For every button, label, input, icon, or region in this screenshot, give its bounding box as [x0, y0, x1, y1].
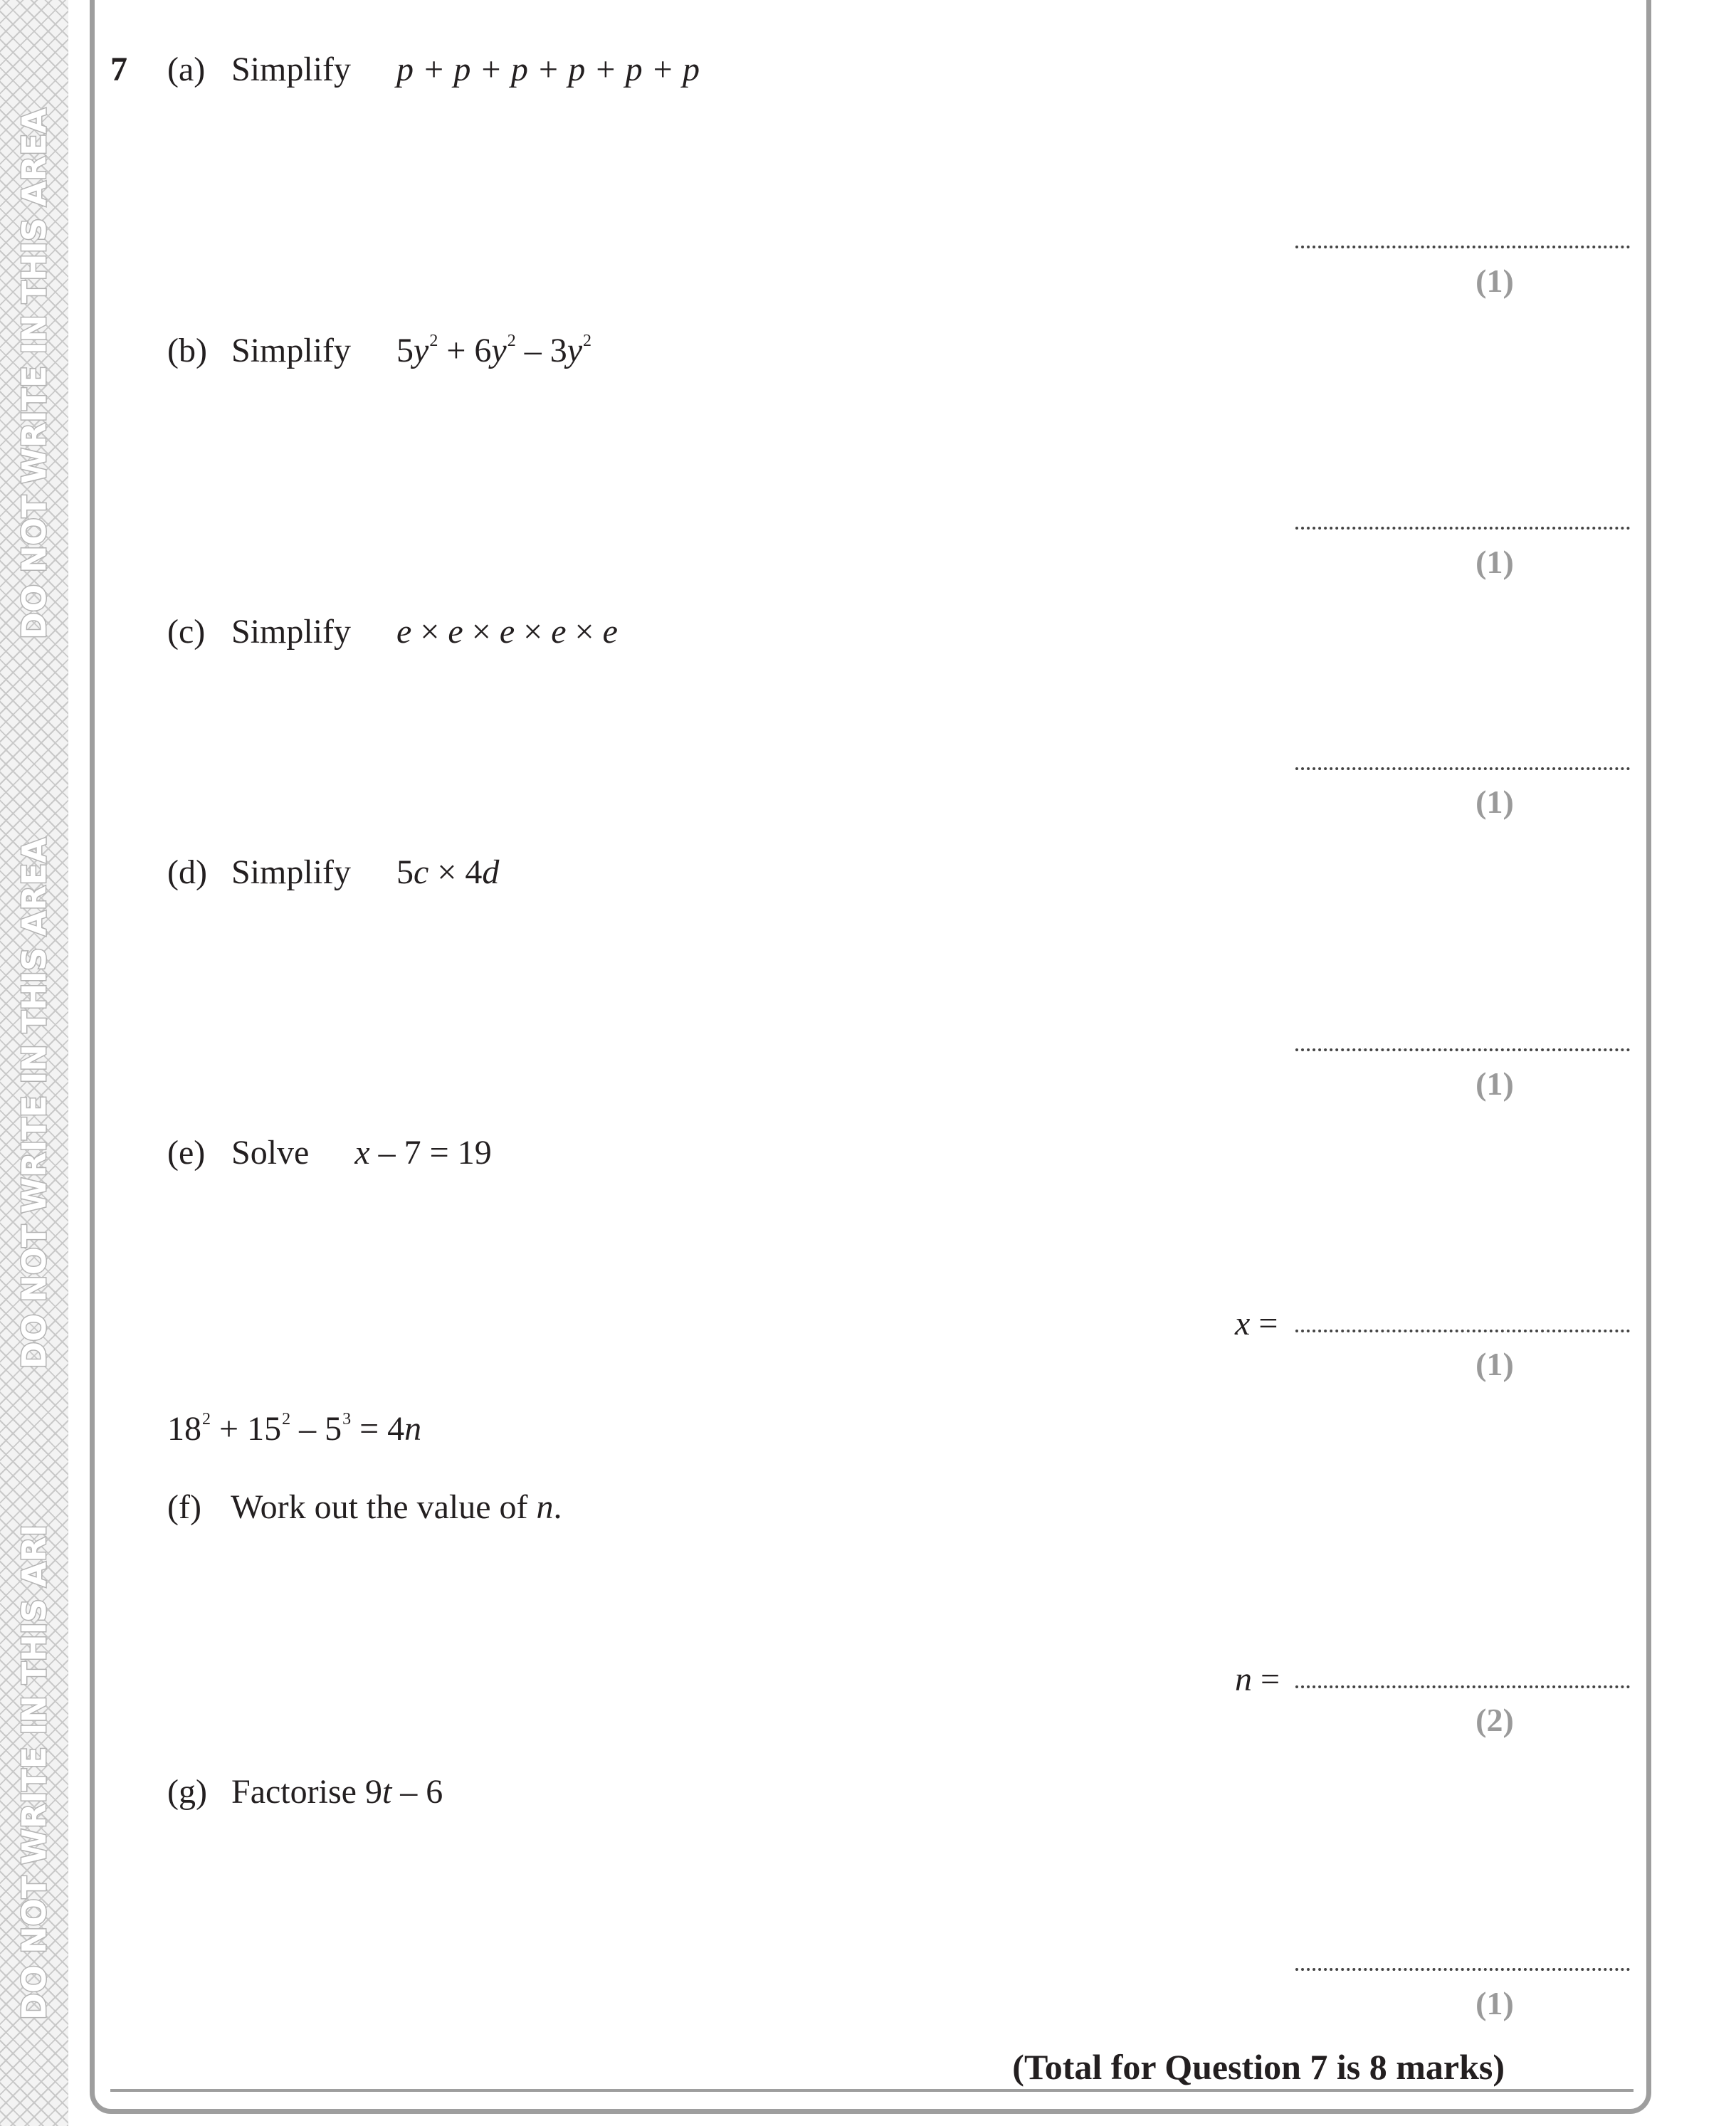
answer-line-g[interactable]	[1295, 1968, 1630, 1971]
part-d-instruction: Simplify	[231, 853, 352, 891]
part-b	[167, 331, 591, 370]
marks-b: (1)	[1475, 544, 1514, 580]
answer-line-e[interactable]	[1295, 1330, 1630, 1332]
margin-hatch-strip	[0, 0, 68, 2126]
marks-d: (1)	[1475, 1065, 1514, 1102]
part-f-label: (f)	[167, 1488, 201, 1526]
part-g-label: (g)	[167, 1773, 207, 1811]
part-c	[167, 612, 618, 651]
part-e	[167, 1133, 492, 1172]
marks-c: (1)	[1475, 784, 1514, 820]
answer-line-b[interactable]	[1295, 527, 1630, 530]
part-f	[167, 1488, 562, 1527]
part-e-expression: x – 7 = 19	[354, 1134, 492, 1172]
part-f-instruction: Work out the value of n.	[231, 1488, 562, 1526]
part-b-label: (b)	[167, 332, 207, 369]
part-c-instruction: Simplify	[231, 613, 352, 651]
part-a-instruction: Simplify	[231, 51, 352, 88]
bottom-rule	[110, 2089, 1634, 2092]
answer-line-a[interactable]	[1295, 246, 1630, 248]
margin-warning-3: DO NOT WRITE IN THIS ARI	[15, 1524, 53, 2021]
part-c-label: (c)	[167, 613, 206, 651]
part-a	[167, 50, 700, 89]
marks-a: (1)	[1475, 263, 1514, 299]
margin-warning-1: DO NOT WRITE IN THIS AREA	[15, 107, 53, 640]
part-a-expression: p + p + p + p + p + p	[396, 51, 700, 88]
part-d-expression: 5c × 4d	[396, 853, 500, 891]
part-b-expression: $5y^2 + 6y^2 - 3y^2$	[396, 332, 592, 369]
answer-prefix-f: n =	[1235, 1661, 1280, 1698]
part-c-expression: e × e × e × e × e	[396, 613, 618, 651]
answer-line-f[interactable]	[1295, 1685, 1630, 1688]
part-g	[167, 1772, 443, 1811]
answer-line-c[interactable]	[1295, 767, 1630, 770]
margin-warning-2: DO NOT WRITE IN THIS AREA	[15, 837, 53, 1369]
part-d	[167, 853, 499, 892]
answer-prefix-e: x =	[1235, 1305, 1278, 1342]
part-b-instruction: Simplify	[231, 332, 352, 369]
part-f-statement: $18^2 + 15^2 - 5^3 = 4n$	[167, 1410, 422, 1448]
part-g-instruction: Factorise 9t – 6	[231, 1773, 443, 1811]
marks-f: (2)	[1475, 1702, 1514, 1738]
part-d-label: (d)	[167, 853, 207, 891]
part-e-label: (e)	[167, 1134, 206, 1172]
marks-g: (1)	[1475, 1985, 1514, 2021]
question-number: 7	[110, 51, 127, 88]
question-total: (Total for Question 7 is 8 marks)	[1012, 2047, 1505, 2087]
part-a-label: (a)	[167, 51, 206, 88]
marks-e: (1)	[1475, 1346, 1514, 1382]
answer-line-d[interactable]	[1295, 1048, 1630, 1051]
part-e-instruction: Solve	[231, 1134, 310, 1172]
